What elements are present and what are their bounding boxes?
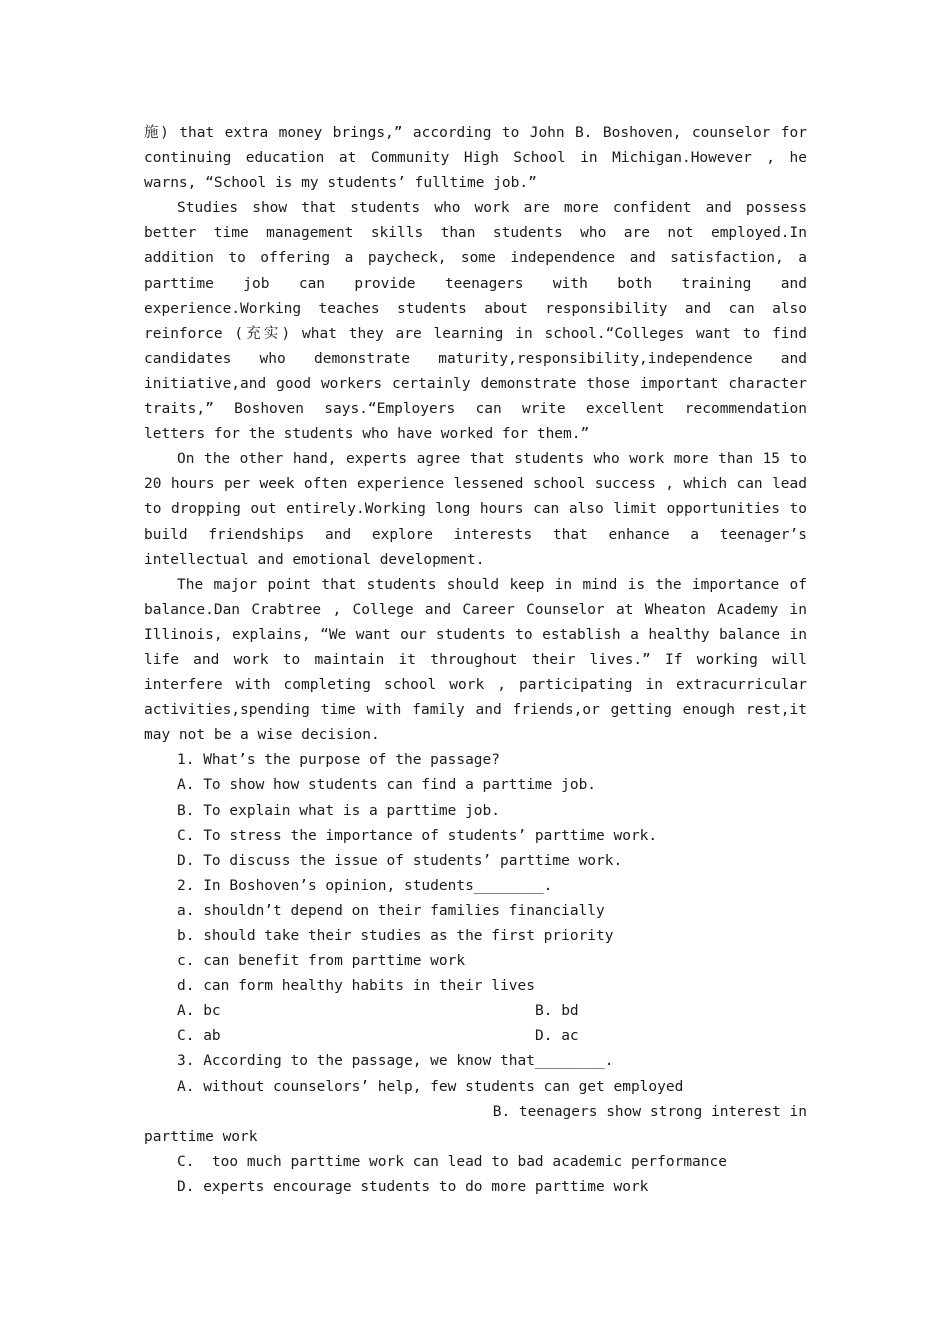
question-2-stem: 2. In Boshoven’s opinion, students________.: [177, 877, 553, 894]
passage-paragraph-3: The major point that students should keep in mind is the importance of balance.Dan Crabtree , College and Career Counselor at Wheaton Academy in Illinois, explains, “We want our students to establish a healthy balance in life and work to maintain it throughout their lives.” If working will interfere with completing school work , participating in extracurricular activities,spending time with family and friends,or getting enough rest,it may not be a wise decision.: [144, 576, 807, 744]
question-1-option-c: C. To stress the importance of students’ parttime work.: [177, 827, 658, 844]
question-2-option-a: A. bc: [177, 1003, 221, 1020]
passage-paragraph-1: Studies show that students who work are more confident and possess better time management skills than students who are not employed.In addition to offering a paycheck, some independence and satisfaction, a parttime job can provide teenagers with both training and experience.Working teaches students about responsibility and can also reinforce (充实) what they are learning in school.“Colleges want to find candidates who demonstrate maturity,responsibility,independence and initiative,and good workers certainly demonstrate those important character traits,” Boshoven says.“Employers can write excellent recommendation letters for the students who have worked for them.”: [144, 200, 807, 443]
question-3-stem: 3. According to the passage, we know that________.: [177, 1053, 614, 1070]
question-2-option-c: C. ab: [177, 1028, 221, 1045]
question-2-options-row-1: [144, 999, 807, 1024]
question-1-option-b: B. To explain what is a parttime job.: [177, 802, 501, 819]
question-1-option-d: D. To discuss the issue of students’ parttime work.: [177, 852, 623, 869]
question-1-option-a: A. To show how students can find a parttime job.: [177, 777, 597, 794]
question-2-options-row-2: [144, 1024, 807, 1049]
question-2-option-d: D. ac: [535, 1028, 579, 1045]
question-1-stem: 1. What’s the purpose of the passage?: [177, 752, 501, 769]
question-2-statement-d: d. can form healthy habits in their lives: [177, 978, 535, 995]
question-3-option-b-line-1: B. teenagers show strong interest in: [492, 1103, 807, 1120]
question-3-option-b-line-2: parttime work: [144, 1128, 258, 1145]
question-3-option-a: A. without counselors’ help, few students can get employed: [177, 1078, 684, 1095]
question-3-option-c: C. too much parttime work can lead to bad academic performance: [177, 1153, 727, 1170]
passage-paragraph-2: On the other hand, experts agree that students who work more than 15 to 20 hours per week often experience lessened school success , which can lead to dropping out entirely.Working long hours can also limit opportunities to build friendships and explore interests that enhance a teenager’s intellectual and emotional development.: [144, 451, 807, 568]
passage-paragraph-0: 施) that extra money brings,” according to John B. Boshoven, counselor for continuing education at Community High School in Michigan.However , he warns, “School is my students’ fulltime job.”: [144, 125, 807, 192]
question-2-statement-a: a. shouldn’t depend on their families financially: [177, 902, 605, 919]
question-2-statement-c: c. can benefit from parttime work: [177, 953, 466, 970]
question-2-option-b: B. bd: [535, 1003, 579, 1020]
question-2-statement-b: b. should take their studies as the first priority: [177, 928, 614, 944]
question-3-option-d: D. experts encourage students to do more parttime work: [177, 1178, 649, 1195]
document-page: [144, 121, 807, 1200]
